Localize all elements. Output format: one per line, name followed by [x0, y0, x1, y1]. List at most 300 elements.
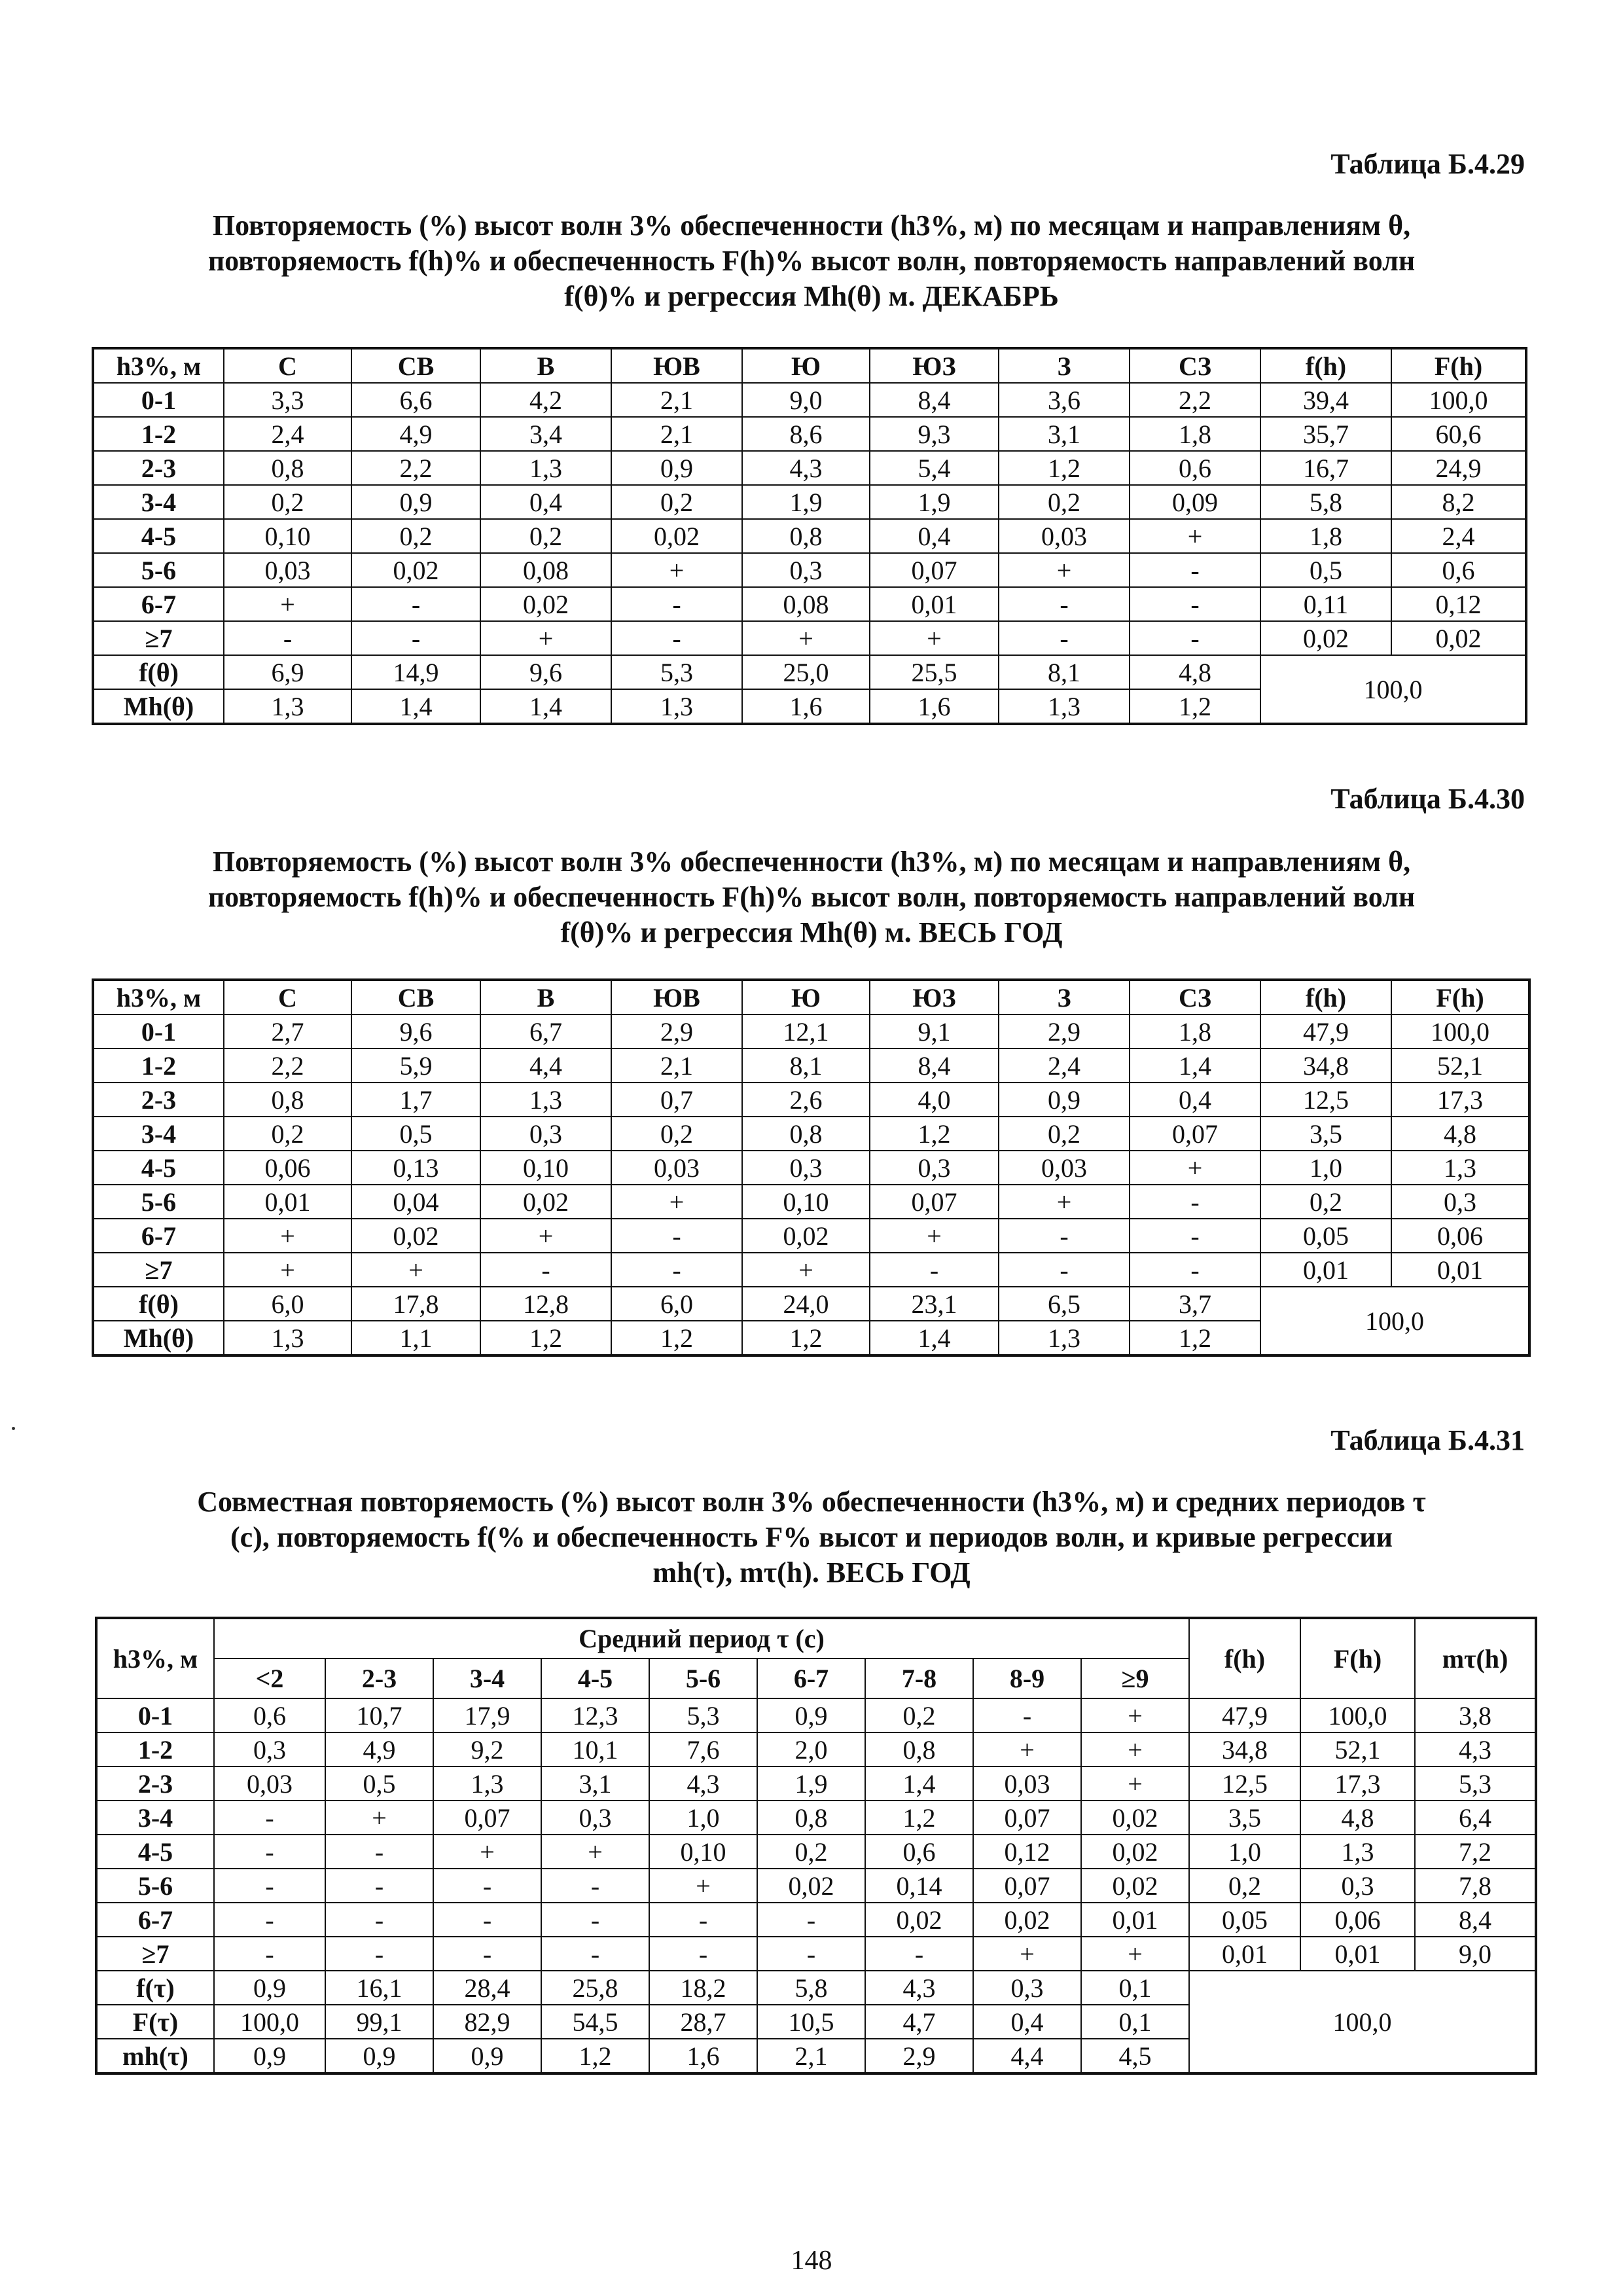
table-cell: 0,13: [351, 1151, 480, 1185]
table-cell: +: [351, 1253, 480, 1287]
table-cell: -: [999, 621, 1130, 655]
caption-line: (c), повторяемость f(% и обеспеченность F% высот и периодов волн, и кривые регрессии: [230, 1521, 1393, 1553]
table-cell: 1,0: [1189, 1835, 1300, 1869]
table-cell: 0,4: [973, 2005, 1081, 2039]
table-cell: 0,2: [611, 485, 742, 519]
table-cell: 6,5: [999, 1287, 1130, 1321]
table-cell: 1,3: [224, 1321, 351, 1355]
caption-line: повторяемость f(h)% и обеспеченность F(h)% высот волн, повторяемость направлений волн: [207, 881, 1416, 913]
summary-row: [93, 1287, 1529, 1321]
table-cell: 4,3: [865, 1971, 973, 2005]
table-cell: 0,02: [480, 1185, 611, 1219]
table-cell: 5,4: [870, 451, 999, 485]
row-header: 0-1: [93, 1014, 224, 1049]
table-cell: 0,3: [541, 1801, 649, 1835]
table-cell: 6,4: [1415, 1801, 1536, 1835]
row-header: 3-4: [93, 485, 224, 519]
table-cell: 4,8: [1391, 1117, 1529, 1151]
table-cell: 7,8: [1415, 1869, 1536, 1903]
table-cell: 12,8: [480, 1287, 611, 1321]
table-cell: 3,1: [541, 1767, 649, 1801]
table-cell: -: [757, 1937, 865, 1971]
table-cell: 6,0: [611, 1287, 742, 1321]
period-header: 7-8: [865, 1659, 973, 1698]
table-cell: 0,06: [1300, 1903, 1415, 1937]
table-cell: 1,2: [742, 1321, 870, 1355]
table-cell: 1,3: [480, 451, 611, 485]
table-cell: 6,6: [351, 383, 480, 417]
table-cell: 1,4: [870, 1321, 999, 1355]
table-cell: 39,4: [1260, 383, 1391, 417]
period-header: ≥9: [1081, 1659, 1189, 1698]
table-cell: 34,8: [1260, 1049, 1391, 1083]
row-header: 2-3: [93, 1083, 224, 1117]
table-cell: 0,02: [742, 1219, 870, 1253]
table-cell: 12,5: [1189, 1767, 1300, 1801]
table-cell: -: [649, 1903, 757, 1937]
column-header: ЮЗ: [870, 980, 999, 1014]
table-cell: -: [611, 587, 742, 621]
table-cell: 1,0: [649, 1801, 757, 1835]
table-cell: 2,2: [351, 451, 480, 485]
table-cell: 0,10: [224, 519, 351, 553]
table-cell: 3,4: [480, 417, 611, 451]
table-cell: 0,10: [480, 1151, 611, 1185]
table-cell: 3,6: [999, 383, 1130, 417]
table-cell: 3,5: [1260, 1117, 1391, 1151]
column-header: В: [480, 348, 611, 383]
table-cell: 0,8: [865, 1732, 973, 1767]
table-cell: 1,4: [1130, 1049, 1260, 1083]
table-cell: 5,3: [649, 1698, 757, 1732]
table-cell: 0,8: [742, 1117, 870, 1151]
table-cell: 2,2: [1130, 383, 1260, 417]
table-cell: 2,9: [611, 1014, 742, 1049]
table-cell: 0,9: [999, 1083, 1130, 1117]
table-cell: 2,1: [611, 417, 742, 451]
table-cell: 4,8: [1130, 655, 1260, 689]
table-cell: 0,3: [870, 1151, 999, 1185]
summary-row: [96, 1971, 1536, 2005]
table-row: [96, 1698, 1536, 1732]
table-cell: 1,3: [224, 689, 351, 724]
table-cell: 2,1: [757, 2039, 865, 2073]
table-cell: 1,9: [742, 485, 870, 519]
table-cell: 0,12: [1391, 587, 1526, 621]
table-cell: -: [1130, 1219, 1260, 1253]
table-cell: 3,5: [1189, 1801, 1300, 1835]
table-cell: 4,9: [325, 1732, 433, 1767]
table-cell: 0,2: [351, 519, 480, 553]
column-header: mτ(h): [1415, 1618, 1536, 1698]
table-cell: 0,2: [224, 1117, 351, 1151]
table-cell: 0,02: [1081, 1835, 1189, 1869]
table-cell: 2,1: [611, 1049, 742, 1083]
table-row: [93, 1253, 1529, 1287]
table-cell: 16,7: [1260, 451, 1391, 485]
table-cell: +: [611, 1185, 742, 1219]
total-cell: 100,0: [1260, 1287, 1529, 1355]
table-cell: 1,3: [1391, 1151, 1529, 1185]
table-cell: 0,8: [224, 1083, 351, 1117]
table-cell: 52,1: [1391, 1049, 1529, 1083]
column-header: В: [480, 980, 611, 1014]
table-cell: 1,2: [1130, 689, 1260, 724]
table-cell: 0,2: [757, 1835, 865, 1869]
table-cell: 8,1: [999, 655, 1130, 689]
table-cell: +: [1081, 1698, 1189, 1732]
table-cell: 1,3: [480, 1083, 611, 1117]
table-cell: 0,03: [611, 1151, 742, 1185]
table-cell: 0,2: [224, 485, 351, 519]
row-header: ≥7: [93, 1253, 224, 1287]
table-cell: 9,0: [1415, 1937, 1536, 1971]
table-cell: 0,02: [480, 587, 611, 621]
table-cell: -: [611, 1219, 742, 1253]
row-header: 6-7: [93, 587, 224, 621]
table-cell: -: [1130, 553, 1260, 587]
table-cell: 23,1: [870, 1287, 999, 1321]
corner-header: h3%, м: [96, 1618, 214, 1698]
row-header: 0-1: [93, 383, 224, 417]
column-header: СЗ: [1130, 348, 1260, 383]
table-cell: 1,3: [999, 689, 1130, 724]
table-cell: 0,02: [1260, 621, 1391, 655]
table-cell: +: [541, 1835, 649, 1869]
row-header: 5-6: [96, 1869, 214, 1903]
table-cell: 17,8: [351, 1287, 480, 1321]
table-cell: 0,07: [973, 1869, 1081, 1903]
table-cell: 0,05: [1189, 1903, 1300, 1937]
row-header: mh(τ): [96, 2039, 214, 2073]
table-cell: 9,6: [480, 655, 611, 689]
table-cell: 0,2: [1260, 1185, 1391, 1219]
table-cell: +: [224, 1253, 351, 1287]
table-cell: 0,06: [1391, 1219, 1529, 1253]
table-cell: +: [973, 1937, 1081, 1971]
table-row: [93, 451, 1526, 485]
table-cell: -: [433, 1903, 541, 1937]
table-cell: 0,02: [611, 519, 742, 553]
table-cell: -: [480, 1253, 611, 1287]
table-cell: 1,8: [1130, 1014, 1260, 1049]
table-row: [96, 1903, 1536, 1937]
table-cell: 0,1: [1081, 1971, 1189, 2005]
table-cell: -: [973, 1698, 1081, 1732]
table-cell: 0,08: [742, 587, 870, 621]
table-cell: 12,1: [742, 1014, 870, 1049]
row-header: F(τ): [96, 2005, 214, 2039]
table-cell: 0,06: [224, 1151, 351, 1185]
table-cell: 0,2: [611, 1117, 742, 1151]
table-cell: 2,2: [224, 1049, 351, 1083]
table-cell: -: [214, 1869, 325, 1903]
table-cell: +: [999, 553, 1130, 587]
table-cell: 5,9: [351, 1049, 480, 1083]
table-cell: 6,7: [480, 1014, 611, 1049]
table-cell: 34,8: [1189, 1732, 1300, 1767]
column-header: С: [224, 980, 351, 1014]
table-cell: -: [433, 1869, 541, 1903]
table-cell: 0,03: [214, 1767, 325, 1801]
table-cell: 2,7: [224, 1014, 351, 1049]
table-cell: 0,8: [757, 1801, 865, 1835]
table-cell: +: [1130, 519, 1260, 553]
table-cell: -: [757, 1903, 865, 1937]
column-header: С: [224, 348, 351, 383]
table-cell: 2,9: [865, 2039, 973, 2073]
table-cell: 5,3: [1415, 1767, 1536, 1801]
table-cell: -: [1130, 1253, 1260, 1287]
table-cell: 0,04: [351, 1185, 480, 1219]
table-cell: -: [214, 1835, 325, 1869]
table-cell: 0,02: [865, 1903, 973, 1937]
table-cell: 0,2: [1189, 1869, 1300, 1903]
table-cell: 100,0: [1391, 383, 1526, 417]
table-cell: -: [1130, 587, 1260, 621]
caption-line: f(θ)% и регрессия Mh(θ) м. ВЕСЬ ГОД: [560, 916, 1063, 948]
table-cell: 9,6: [351, 1014, 480, 1049]
period-header: <2: [214, 1659, 325, 1698]
table-cell: +: [1081, 1937, 1189, 1971]
table-cell: 0,07: [870, 553, 999, 587]
table-cell: 7,6: [649, 1732, 757, 1767]
table-cell: 52,1: [1300, 1732, 1415, 1767]
table-cell: 1,3: [611, 689, 742, 724]
table-cell: 0,03: [224, 553, 351, 587]
table-cell: 9,3: [870, 417, 999, 451]
table-cell: 8,1: [742, 1049, 870, 1083]
table-cell: 1,9: [870, 485, 999, 519]
table-cell: 0,9: [611, 451, 742, 485]
table-cell: 0,3: [1300, 1869, 1415, 1903]
period-header: 4-5: [541, 1659, 649, 1698]
table-row: [93, 621, 1526, 655]
table-cell: 25,0: [742, 655, 870, 689]
column-header: З: [999, 348, 1130, 383]
header-row: [93, 348, 1526, 383]
table-cell: 60,6: [1391, 417, 1526, 451]
group-header: Средний период τ (с): [214, 1618, 1189, 1659]
table-row: [96, 1937, 1536, 1971]
table-cell: 4,5: [1081, 2039, 1189, 2073]
table-cell: 4,0: [870, 1083, 999, 1117]
row-header: ≥7: [93, 621, 224, 655]
table-cell: 1,2: [999, 451, 1130, 485]
table-cell: -: [325, 1937, 433, 1971]
table-cell: 99,1: [325, 2005, 433, 2039]
table-cell: 82,9: [433, 2005, 541, 2039]
table-cell: 5,3: [611, 655, 742, 689]
table-row: [93, 1083, 1529, 1117]
row-header: f(θ): [93, 1287, 224, 1321]
table-cell: +: [870, 621, 999, 655]
table-cell: 0,4: [480, 485, 611, 519]
table-row: [93, 1219, 1529, 1253]
table-cell: 1,3: [1300, 1835, 1415, 1869]
period-header: 6-7: [757, 1659, 865, 1698]
table-cell: 54,5: [541, 2005, 649, 2039]
table-cell: 0,4: [1130, 1083, 1260, 1117]
table-cell: -: [541, 1869, 649, 1903]
caption-line: f(θ)% и регрессия Mh(θ) м. ДЕКАБРЬ: [564, 280, 1059, 312]
column-header: f(h): [1260, 980, 1391, 1014]
table-cell: 0,02: [1081, 1801, 1189, 1835]
table-cell: 1,1: [351, 1321, 480, 1355]
table-cell: -: [611, 621, 742, 655]
table-cell: 3,8: [1415, 1698, 1536, 1732]
table-row: [93, 383, 1526, 417]
table-cell: 0,03: [999, 1151, 1130, 1185]
table-cell: -: [214, 1903, 325, 1937]
row-header: 5-6: [93, 553, 224, 587]
table-cell: 0,3: [973, 1971, 1081, 2005]
total-cell: 100,0: [1189, 1971, 1536, 2073]
table-cell: 17,3: [1391, 1083, 1529, 1117]
table-cell: 1,2: [611, 1321, 742, 1355]
table-caption: [98, 844, 1525, 950]
table-cell: 4,3: [742, 451, 870, 485]
table-cell: -: [999, 1219, 1130, 1253]
table-cell: 0,6: [865, 1835, 973, 1869]
table-cell: 0,7: [611, 1083, 742, 1117]
table-cell: 4,4: [973, 2039, 1081, 2073]
table-cell: -: [865, 1937, 973, 1971]
table-cell: 8,4: [1415, 1903, 1536, 1937]
row-header: 6-7: [93, 1219, 224, 1253]
table-cell: 0,2: [999, 485, 1130, 519]
table-cell: 1,2: [865, 1801, 973, 1835]
table-cell: 0,07: [973, 1801, 1081, 1835]
caption-line: Повторяемость (%) высот волн 3% обеспеченности (h3%, м) по месяцам и направлениям θ,: [212, 209, 1411, 242]
table-cell: 8,6: [742, 417, 870, 451]
table-row: [93, 553, 1526, 587]
table-cell: 0,05: [1260, 1219, 1391, 1253]
table-cell: 12,3: [541, 1698, 649, 1732]
table-cell: -: [214, 1801, 325, 1835]
table-cell: 100,0: [1391, 1014, 1529, 1049]
period-header: 5-6: [649, 1659, 757, 1698]
table-cell: 1,3: [433, 1767, 541, 1801]
table-cell: +: [742, 621, 870, 655]
table-cell: 1,2: [480, 1321, 611, 1355]
table-cell: 2,0: [757, 1732, 865, 1767]
period-header: 2-3: [325, 1659, 433, 1698]
header-row: [93, 980, 1529, 1014]
table-cell: 3,1: [999, 417, 1130, 451]
column-header: F(h): [1391, 348, 1526, 383]
table-cell: 0,2: [999, 1117, 1130, 1151]
table-row: [93, 1151, 1529, 1185]
table-cell: 0,01: [1189, 1937, 1300, 1971]
table-cell: 5,8: [757, 1971, 865, 2005]
table-cell: +: [999, 1185, 1130, 1219]
column-header: F(h): [1391, 980, 1529, 1014]
table-cell: 2,9: [999, 1014, 1130, 1049]
table-row: [93, 519, 1526, 553]
table-cell: 25,5: [870, 655, 999, 689]
table-cell: 100,0: [214, 2005, 325, 2039]
wave-direction-table-year: [92, 978, 1531, 1357]
row-header: Mh(θ): [93, 1321, 224, 1355]
table-cell: 1,2: [870, 1117, 999, 1151]
table-cell: 0,8: [742, 519, 870, 553]
table-cell: 0,09: [1130, 485, 1260, 519]
table-cell: +: [870, 1219, 999, 1253]
table-cell: 17,9: [433, 1698, 541, 1732]
table-cell: -: [541, 1903, 649, 1937]
table-cell: +: [611, 553, 742, 587]
table-cell: 0,6: [214, 1698, 325, 1732]
table-cell: -: [433, 1937, 541, 1971]
table-cell: +: [1081, 1732, 1189, 1767]
row-header: ≥7: [96, 1937, 214, 1971]
table-cell: 0,9: [757, 1698, 865, 1732]
table-cell: 24,9: [1391, 451, 1526, 485]
table-cell: 0,01: [1260, 1253, 1391, 1287]
table-cell: 5,8: [1260, 485, 1391, 519]
table-cell: 1,2: [1130, 1321, 1260, 1355]
table-cell: 28,7: [649, 2005, 757, 2039]
table-cell: 0,11: [1260, 587, 1391, 621]
period-header: 3-4: [433, 1659, 541, 1698]
table-cell: -: [649, 1937, 757, 1971]
table-cell: 28,4: [433, 1971, 541, 2005]
table-cell: 0,9: [351, 485, 480, 519]
table-cell: 1,0: [1260, 1151, 1391, 1185]
table-cell: -: [611, 1253, 742, 1287]
table-cell: 3,3: [224, 383, 351, 417]
table-cell: 0,9: [433, 2039, 541, 2073]
table-cell: 1,7: [351, 1083, 480, 1117]
table-cell: 0,02: [757, 1869, 865, 1903]
table-cell: -: [870, 1253, 999, 1287]
table-row: [93, 587, 1526, 621]
table-cell: -: [224, 621, 351, 655]
row-header: 2-3: [93, 451, 224, 485]
table-cell: 0,5: [351, 1117, 480, 1151]
table-cell: 0,02: [351, 553, 480, 587]
table-cell: 6,0: [224, 1287, 351, 1321]
table-cell: 18,2: [649, 1971, 757, 2005]
table-row: [96, 1869, 1536, 1903]
table-cell: 0,10: [742, 1185, 870, 1219]
table-cell: +: [649, 1869, 757, 1903]
table-cell: 2,4: [1391, 519, 1526, 553]
scan-speck: [12, 1427, 15, 1430]
table-cell: 0,5: [1260, 553, 1391, 587]
column-header: ЮВ: [611, 348, 742, 383]
table-cell: 0,9: [214, 2039, 325, 2073]
table-row: [96, 1835, 1536, 1869]
table-cell: 0,9: [325, 2039, 433, 2073]
table-cell: 17,3: [1300, 1767, 1415, 1801]
table-cell: 0,01: [870, 587, 999, 621]
table-cell: 0,03: [973, 1767, 1081, 1801]
column-header: f(h): [1260, 348, 1391, 383]
table-cell: 35,7: [1260, 417, 1391, 451]
column-header: ЮВ: [611, 980, 742, 1014]
table-label: Таблица Б.4.30: [1330, 783, 1525, 815]
table-cell: 1,6: [649, 2039, 757, 2073]
table-cell: 3,7: [1130, 1287, 1260, 1321]
table-cell: 0,4: [870, 519, 999, 553]
table-cell: 0,6: [1130, 451, 1260, 485]
page-number: 148: [791, 2246, 832, 2276]
table-cell: 0,02: [351, 1219, 480, 1253]
table-row: [93, 417, 1526, 451]
table-cell: +: [480, 621, 611, 655]
